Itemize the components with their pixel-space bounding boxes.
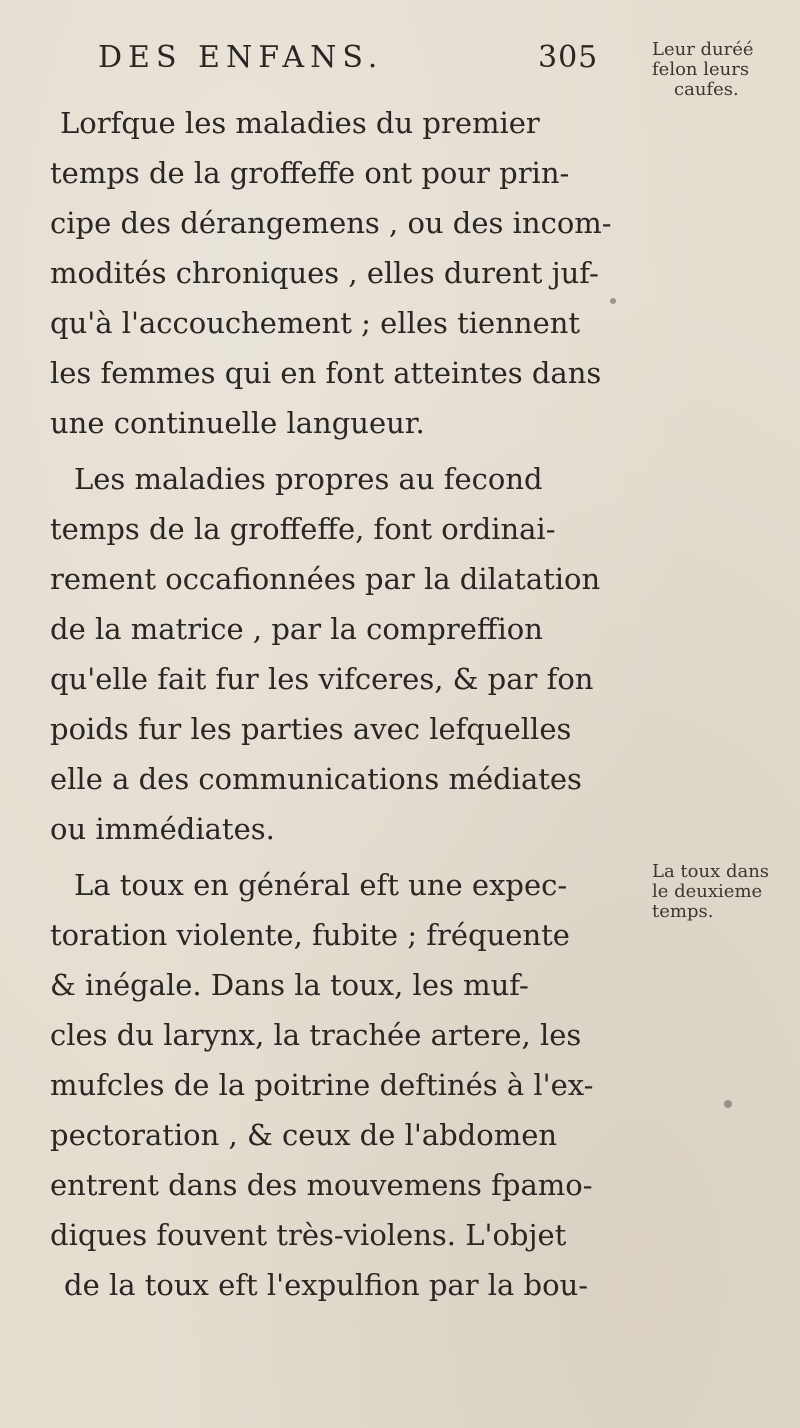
text-line: les femmes qui en font atteintes dans — [50, 356, 602, 390]
text-line: pectoration , & ceux de l'abdomen — [50, 1118, 558, 1152]
text-line: diques fouvent très-violens. L'objet — [50, 1218, 567, 1252]
text-line: qu'elle fait fur les vifceres, & par fon — [50, 662, 594, 696]
text-line: temps de la groffeffe, font ordinai- — [50, 512, 556, 546]
margin-note — [652, 862, 769, 922]
text-line: cles du larynx, la trachée artere, les — [50, 1018, 582, 1052]
running-title: DES ENFANS. — [98, 40, 384, 75]
margin-note-line: felon leurs — [652, 59, 750, 80]
text-line: & inégale. Dans la toux, les muf- — [50, 968, 529, 1002]
text-line: rement occafionnées par la dilatation — [50, 562, 601, 596]
text-line: ou immédiates. — [50, 812, 275, 846]
text-line: entrent dans des mouvemens fpamo- — [50, 1168, 593, 1202]
paper-speck — [724, 1100, 732, 1108]
paper-speck — [610, 298, 616, 304]
text-line: qu'à l'accouchement ; elles tiennent — [50, 306, 581, 340]
text-line: poids fur les parties avec lefquelles — [50, 712, 572, 746]
text-line: une continuelle langueur. — [50, 406, 425, 440]
margin-note-line: Leur duréé — [652, 39, 754, 60]
text-line: modités chroniques , elles durent juf- — [50, 256, 599, 290]
margin-note — [652, 40, 754, 100]
text-line: toration violente, fubite ; fréquente — [50, 918, 570, 952]
text-line: cipe des dérangemens , ou des incom- — [50, 206, 612, 240]
text-line: de la toux eft l'expulfion par la bou- — [64, 1268, 589, 1302]
text-line: Les maladies propres au fecond — [74, 462, 543, 496]
running-header — [98, 40, 599, 75]
margin-note-line: temps. — [652, 901, 714, 922]
text-line: temps de la groffeffe ont pour prin- — [50, 156, 570, 190]
page-number: 305 — [538, 40, 599, 75]
text-line: de la matrice , par la compreffion — [50, 612, 543, 646]
margin-note-line: le deuxieme — [652, 881, 763, 902]
text-line: mufcles de la poitrine deftinés à l'ex- — [50, 1068, 594, 1102]
margin-note-line: caufes. — [674, 79, 739, 100]
text-line: La toux en général eft une expec- — [74, 868, 568, 902]
text-line: elle a des communications médiates — [50, 762, 582, 796]
margin-note-line: La toux dans — [652, 861, 770, 882]
text-line: Lorfque les maladies du premier — [60, 106, 540, 140]
